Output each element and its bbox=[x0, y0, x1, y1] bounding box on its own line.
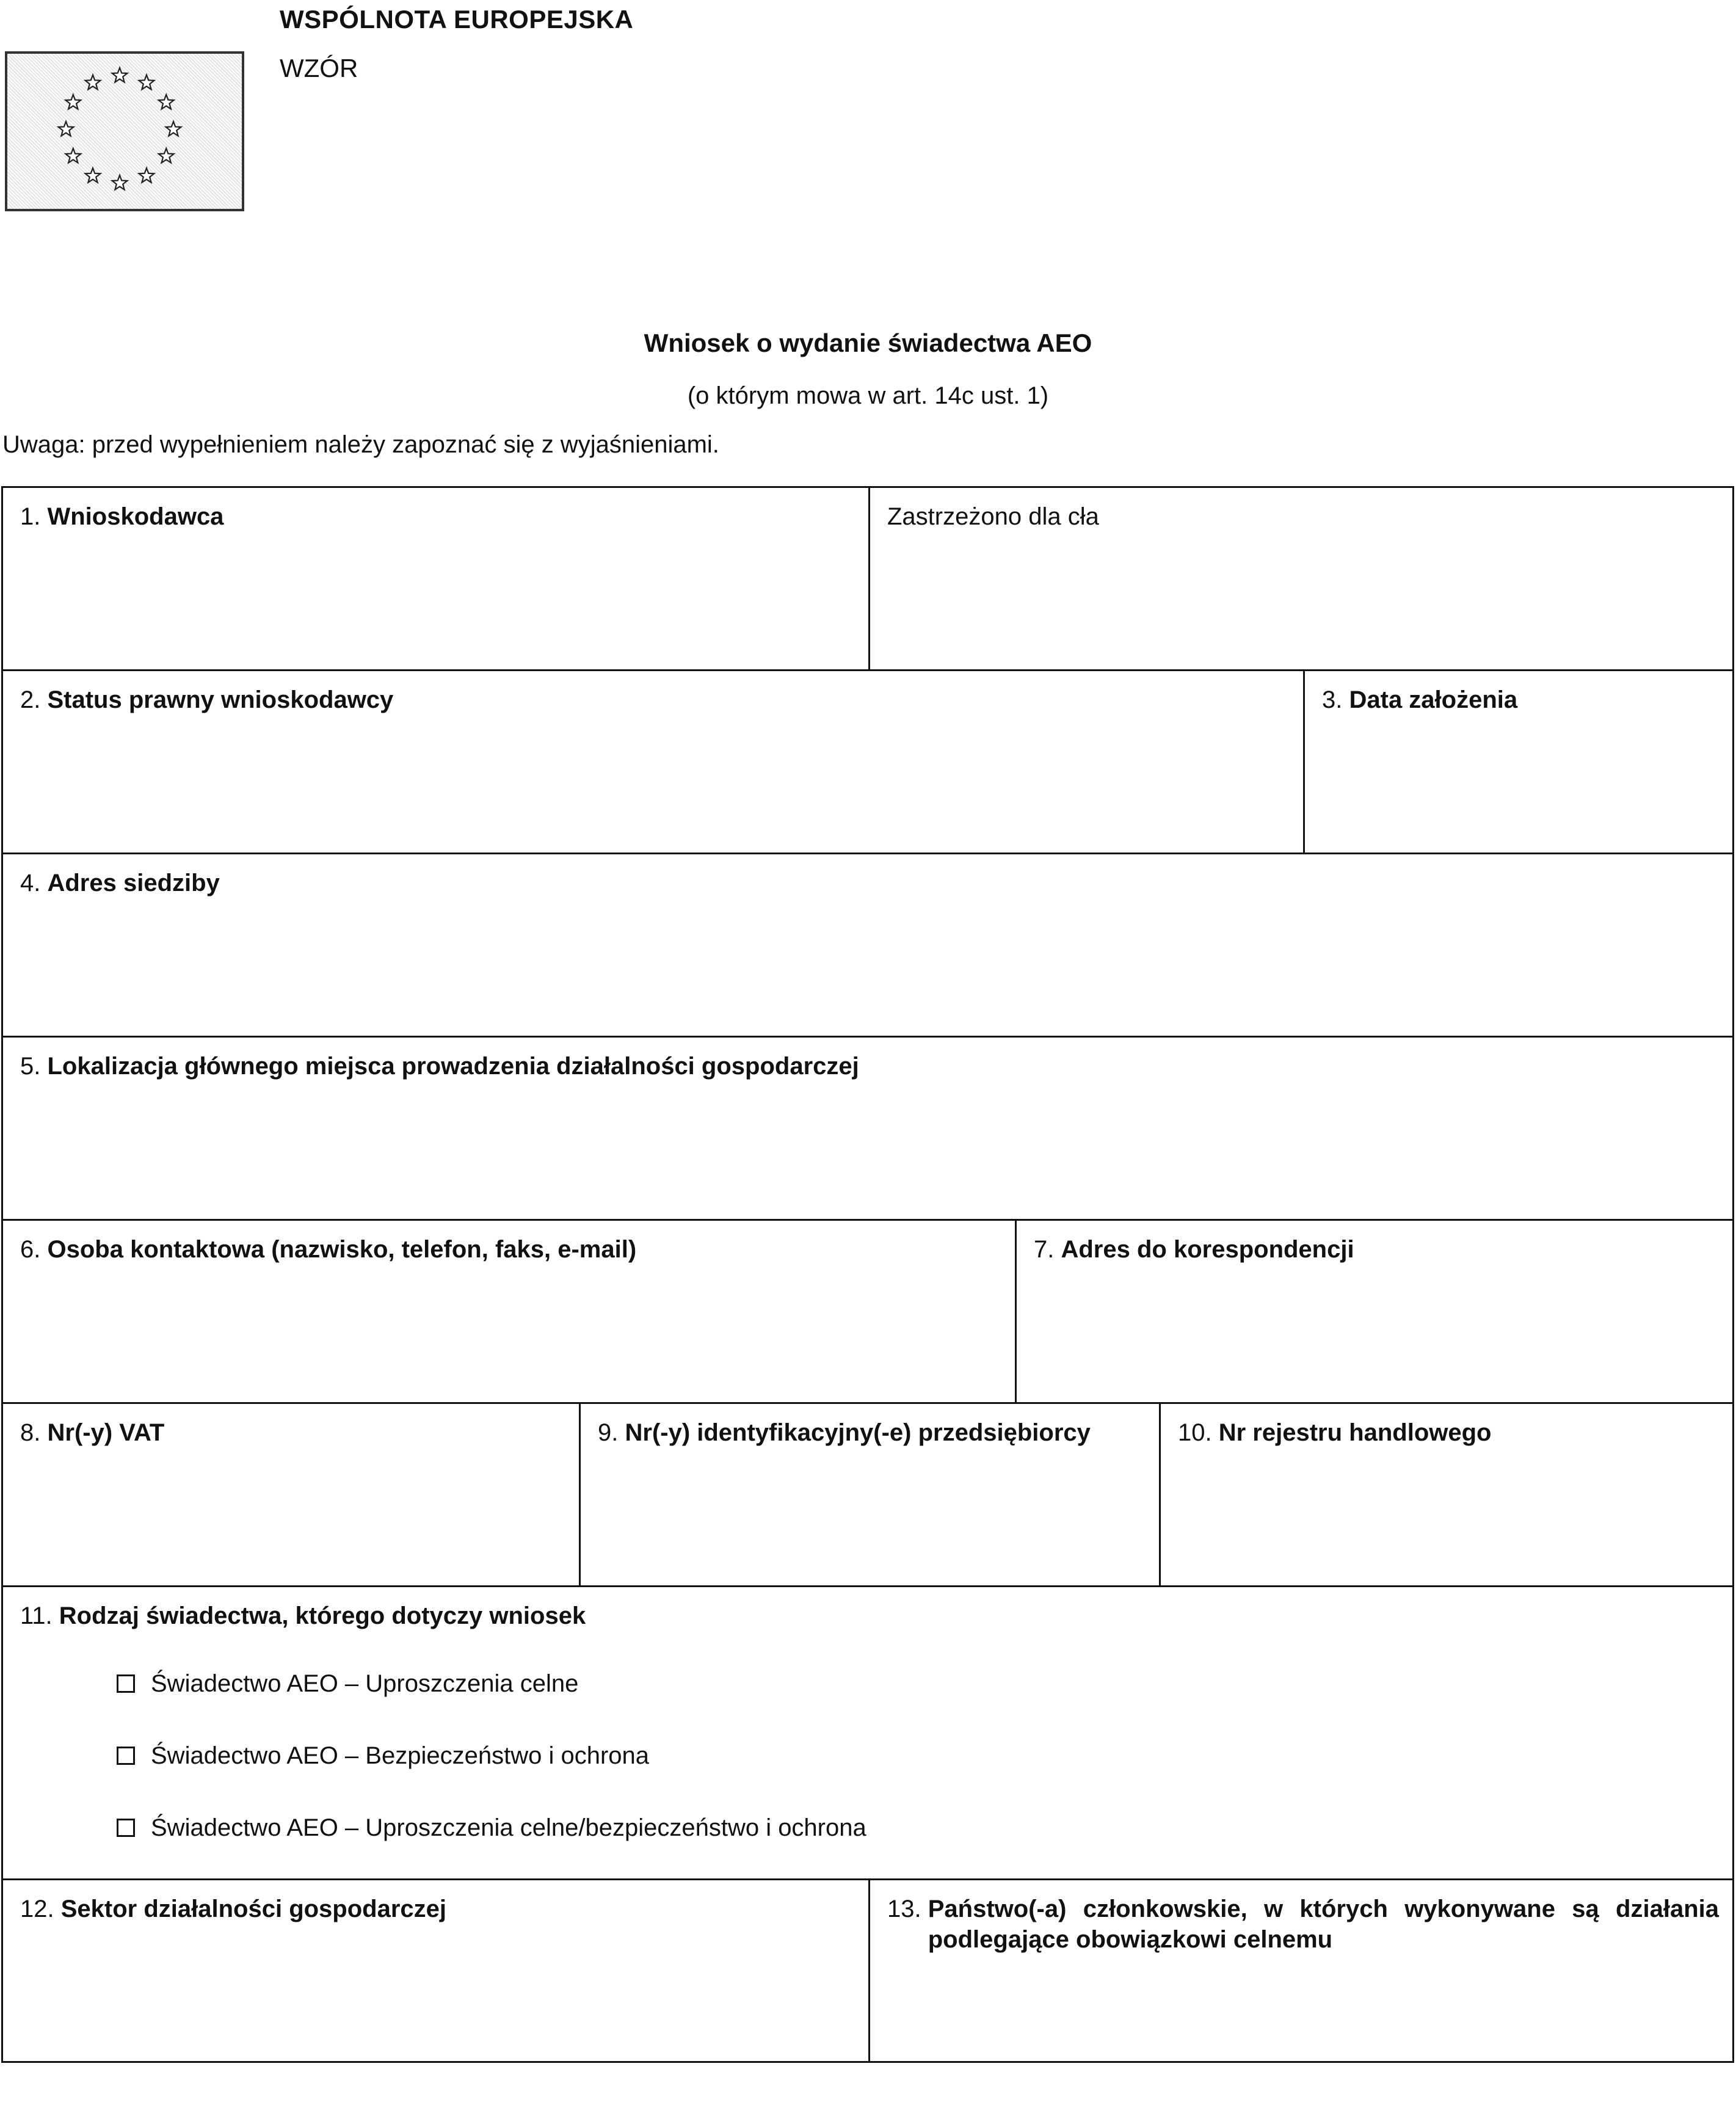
form-subtitle: (o którym mowa w art. 14c ust. 1) bbox=[687, 382, 1049, 409]
star-icon bbox=[85, 75, 101, 90]
field-label: 4. Adres siedziby bbox=[20, 870, 220, 896]
field-label: 3. Data założenia bbox=[1322, 686, 1518, 713]
checkbox[interactable] bbox=[117, 1747, 135, 1765]
checkbox[interactable] bbox=[117, 1674, 135, 1693]
star-icon bbox=[139, 168, 154, 183]
eu-stars bbox=[7, 54, 242, 209]
model-label: WZÓR bbox=[280, 54, 358, 82]
field-label: 12. Sektor działalności gospodarczej bbox=[20, 1896, 447, 1922]
field-legal-status[interactable] bbox=[1, 669, 1303, 853]
star-icon bbox=[112, 68, 128, 82]
field-label: 1. Wnioskodawca bbox=[20, 503, 224, 530]
field-label: 7. Adres do korespondencji bbox=[1034, 1236, 1354, 1263]
field-label: 2. Status prawny wnioskodawcy bbox=[20, 686, 394, 713]
star-icon bbox=[159, 148, 174, 163]
field-label: 8. Nr(-y) VAT bbox=[20, 1419, 165, 1446]
field-reserved-customs bbox=[868, 486, 1734, 669]
star-icon bbox=[112, 175, 128, 190]
form-note: Uwaga: przed wypełnieniem należy zapoznać się z wyjaśnieniami. bbox=[2, 431, 719, 458]
field-label: 6. Osoba kontaktowa (nazwisko, telefon, faks, e-mail) bbox=[20, 1236, 637, 1263]
star-icon bbox=[139, 75, 154, 90]
field-label: Zastrzeżono dla cła bbox=[887, 503, 1099, 530]
star-icon bbox=[65, 148, 81, 163]
field-contact-person[interactable] bbox=[1, 1219, 1015, 1402]
star-icon bbox=[59, 122, 74, 136]
form-title: Wniosek o wydanie świadectwa AEO bbox=[644, 329, 1092, 357]
field-vat-number[interactable] bbox=[1, 1402, 579, 1585]
field-main-business-location[interactable] bbox=[1, 1036, 1734, 1219]
field-business-sector[interactable] bbox=[1, 1878, 868, 2063]
option-customs-simplifications[interactable]: Świadectwo AEO – Uproszczenia celne bbox=[117, 1665, 1719, 1702]
field-registered-address[interactable] bbox=[1, 853, 1734, 1036]
field-label: 5. Lokalizacja głównego miejsca prowadzenia działalności gospodarczej bbox=[20, 1053, 859, 1080]
eu-flag-icon bbox=[5, 51, 244, 211]
option-combined[interactable]: Świadectwo AEO – Uproszczenia celne/bezpieczeństwo i ochrona bbox=[117, 1809, 1719, 1846]
field-certificate-type bbox=[1, 1585, 1734, 1878]
field-establishment-date[interactable] bbox=[1303, 669, 1734, 853]
star-icon bbox=[159, 95, 174, 109]
checkbox[interactable] bbox=[117, 1819, 135, 1837]
option-security-safety[interactable]: Świadectwo AEO – Bezpieczeństwo i ochrona bbox=[117, 1737, 1719, 1774]
star-icon bbox=[166, 122, 181, 136]
field-label: 10. Nr rejestru handlowego bbox=[1178, 1419, 1492, 1446]
field-correspondence-address[interactable] bbox=[1015, 1219, 1734, 1402]
field-member-states[interactable] bbox=[868, 1878, 1734, 2063]
field-applicant[interactable] bbox=[1, 486, 868, 669]
star-icon bbox=[85, 168, 101, 183]
community-title: WSPÓLNOTA EUROPEJSKA bbox=[280, 5, 634, 34]
field-label: 13. Państwo(-a) członkowskie, w których wykonywane są działania podlegające obowiązkowi celnemu bbox=[887, 1896, 1719, 1953]
field-label: 11. Rodzaj świadectwa, którego dotyczy wniosek bbox=[20, 1602, 586, 1629]
field-trader-id[interactable] bbox=[579, 1402, 1159, 1585]
field-label: 9. Nr(-y) identyfikacyjny(-e) przedsiębiorcy bbox=[598, 1419, 1091, 1446]
star-icon bbox=[65, 95, 81, 109]
field-commercial-register[interactable] bbox=[1159, 1402, 1734, 1585]
